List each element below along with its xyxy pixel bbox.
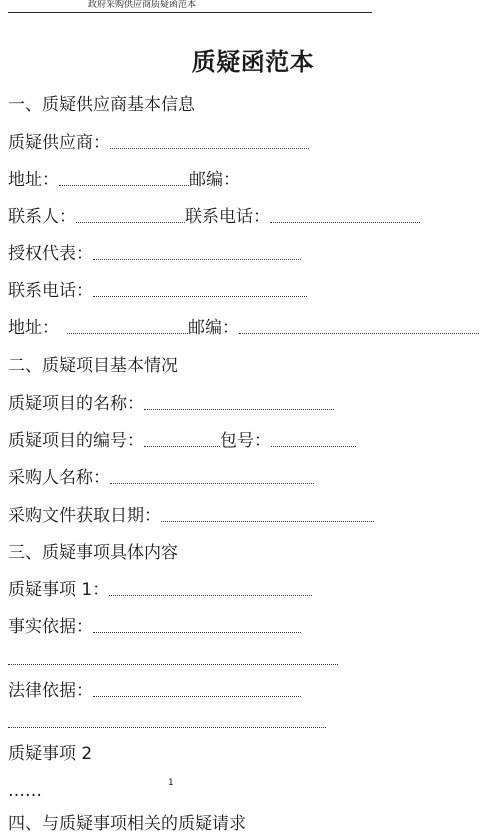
ellipsis-text: …… [8,781,42,801]
item1-blank[interactable] [109,595,312,596]
field-legal [8,678,301,704]
document-title: 质疑函范本 [191,48,315,76]
field-contact [8,204,420,230]
field-supplier [8,130,309,156]
project-name-label: 质疑项目的名称： [8,394,144,414]
supplier-label: 质疑供应商： [8,133,110,153]
contact-label: 联系人： [8,207,76,227]
purchaser-blank[interactable] [110,483,314,484]
address-blank[interactable] [59,185,189,186]
field-item2 [8,741,92,767]
package-label: 包号： [220,431,271,451]
facts-blank[interactable] [93,632,301,633]
rep-postcode-blank[interactable] [239,333,479,334]
legal-blank[interactable] [93,696,301,697]
field-purchaser [8,465,314,491]
project-number-blank[interactable] [144,446,220,447]
package-blank[interactable] [271,446,356,447]
section-heading-1: 一、质疑供应商基本信息 [8,95,195,115]
rep-address-blank[interactable] [67,333,188,334]
address-label: 地址： [8,170,59,190]
field-doc-date [8,503,374,529]
field-rep-phone [8,278,307,304]
rep-address-label: 地址： [8,318,59,338]
contact-phone-blank[interactable] [270,222,420,223]
project-number-label: 质疑项目的编号： [8,431,144,451]
field-rep-address [8,315,479,341]
field-authorized-rep [8,241,301,267]
postcode-label: 邮编： [189,170,240,190]
page-number: 1 [168,778,174,788]
facts-continuation-blank[interactable] [8,664,338,665]
section-heading-2: 二、质疑项目基本情况 [8,356,178,376]
field-facts [8,614,301,640]
item1-label: 质疑事项 1： [8,580,110,600]
purchaser-label: 采购人名称： [8,468,110,488]
item2-label: 质疑事项 2 [8,744,93,764]
project-name-blank[interactable] [144,409,334,410]
rep-phone-label: 联系电话： [8,281,93,301]
doc-date-blank[interactable] [161,521,374,522]
contact-blank[interactable] [76,222,185,223]
rep-postcode-label: 邮编： [188,318,239,338]
field-address-postcode [8,167,240,193]
rep-phone-blank[interactable] [93,296,307,297]
authorized-rep-label: 授权代表： [8,244,93,264]
field-project-name [8,391,334,417]
running-header: 政府采购供应商质疑函范本 [88,0,197,10]
section-heading-3: 三、质疑事项具体内容 [8,543,178,563]
facts-label: 事实依据： [8,617,93,637]
legal-continuation-blank[interactable] [8,727,326,728]
section-heading-4: 四、与质疑事项相关的质疑请求 [8,814,246,834]
contact-phone-label: 联系电话： [185,207,270,227]
legal-label: 法律依据： [8,681,93,701]
authorized-rep-blank[interactable] [93,259,301,260]
doc-date-label: 采购文件获取日期： [8,506,161,526]
supplier-blank[interactable] [110,148,309,149]
field-project-number [8,428,356,454]
field-item1 [8,577,312,603]
